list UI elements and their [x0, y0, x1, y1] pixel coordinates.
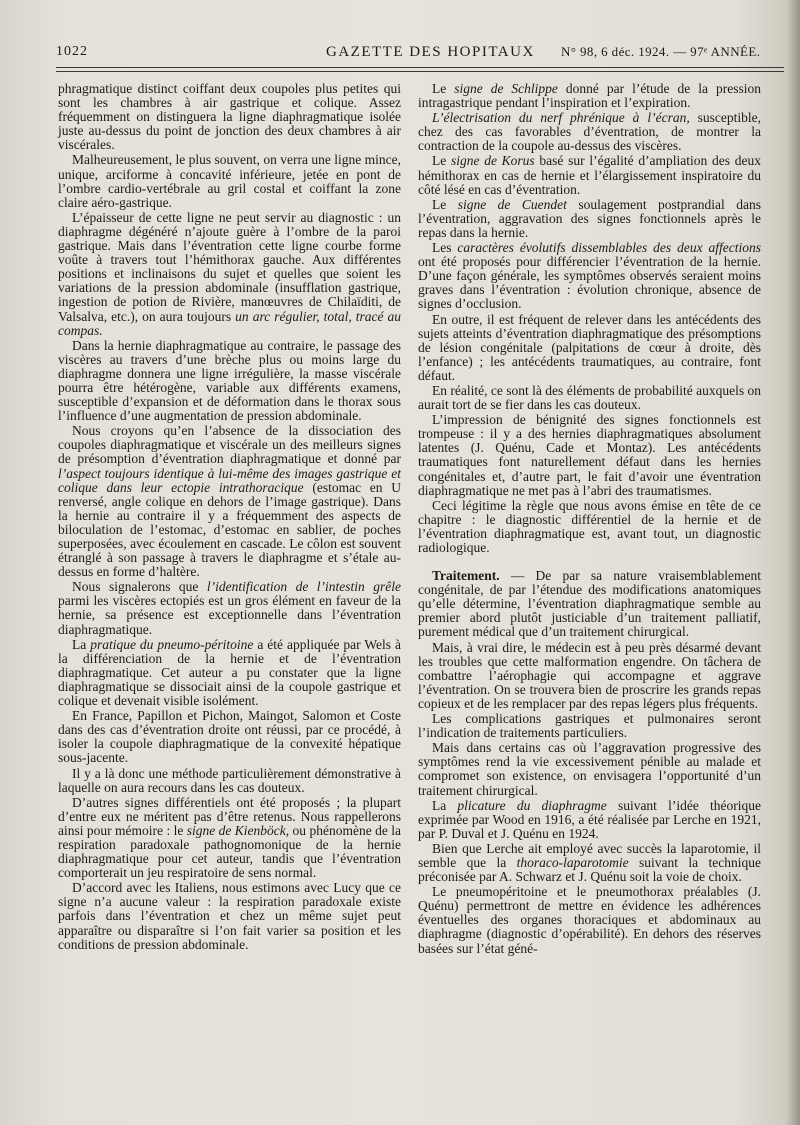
- paragraph: [418, 569, 761, 639]
- paragraph: [418, 499, 761, 555]
- paragraph: [58, 580, 401, 636]
- emphasis-text: plicature du diaphragme: [457, 797, 607, 813]
- body-text: Nous croyons qu’en l’absence de la dissociation des coupoles diaphragmatique et viscérale un des meilleurs signes de présomption d’éventration diaphragmatique et donné par: [58, 423, 401, 467]
- body-text: L’épaisseur de cette ligne ne peut servir au diagnostic : un diaphragme dégénéré n’ajoute guère à l’ombre de la paroi gastrique. Mais dans l’éventration cette ligne courbe forme voûte à travers tout l’hémithorax gauche. Aux différentes positions et inclinaisons du sujet et quelles que soient les variations de la pression abdominale (insufflation gastrique, ingestion de potion de Rivière, manœuvres de Chilaïditi, de Valsalva, etc.), on aura toujours: [58, 209, 401, 324]
- paragraph: [58, 211, 401, 338]
- body-text: D’autres signes différentiels ont été proposés ; la plupart d’entre eux ne méritent pas d’être retenus. Nous rappellerons ainsi pour mémoire : le: [58, 794, 401, 838]
- paragraph: [58, 424, 401, 579]
- body-text: ont été proposés pour différencier l’éventration de la hernie. D’une façon générale, les symptômes observés seraient moins graves dans l’éventration : évolution chronique, absence de signes d’occlusion.: [418, 254, 761, 312]
- emphasis-text: caractères évolutifs dissemblables des deux affections: [457, 240, 761, 256]
- body-text: donné par l’étude de la pression intragastrique pendant l’inspiration et l’expiration.: [418, 81, 761, 111]
- paragraph: [418, 413, 761, 498]
- section-heading: Traitement.: [432, 568, 500, 584]
- body-text: En réalité, ce sont là des éléments de probabilité auxquels on aurait tort de se fier dans les cas douteux.: [418, 382, 761, 413]
- body-text: suivant la technique préconisée par A. Schwarz et J. Quénu soit la voie de choix.: [418, 854, 761, 885]
- body-text: En France, Papillon et Pichon, Maingot, Salomon et Coste dans des cas d’éventration droite ont réussi, par ce procédé, à isoler la coupole diaphragmatique de la convexité hépatique sous-jacente.: [58, 708, 401, 766]
- emphasis-text: L’électrisation du nerf phrénique à l’écran,: [432, 110, 690, 126]
- body-text: Le: [432, 81, 455, 96]
- body-text: ou phénomène de la respiration paradoxale pathognomonique de la hernie diaphragmatique pour cet auteur, tandis que l’éventration comporterait un jeu respiratoire de sens normal.: [58, 822, 401, 881]
- paragraph: [58, 153, 401, 209]
- page-edge-shadow: [786, 0, 800, 1125]
- paragraph: [58, 82, 401, 152]
- emphasis-text: signe de Cuendet: [457, 196, 567, 212]
- paragraph: [418, 154, 761, 196]
- paragraph: [58, 881, 401, 951]
- emphasis-text: signe de Korus: [450, 153, 535, 169]
- left-column: [58, 82, 401, 953]
- paragraph: [418, 712, 761, 740]
- body-text: suivant l’idée théorique exprimée par Wood en 1916, a été réalisée par Lerche en 1921, par P. Duval et J. Quénu en 1924.: [418, 797, 761, 841]
- body-text: La: [432, 797, 458, 813]
- paragraph: [58, 767, 401, 795]
- paragraph: [418, 198, 761, 240]
- emphasis-text: pratique du pneumo-péritoine: [90, 636, 254, 652]
- body-text: a été appliquée par Wels à la différenciation de la hernie et de l’éventration diaphragmatique. Cet auteur a pu constater que la ligne diaphragmatique se dissociait ainsi de la coupole gastrique et colique et devenait visible isolément.: [58, 636, 401, 709]
- emphasis-text: signe de Schlippe: [454, 81, 558, 96]
- body-text: basé sur l’égalité d’ampliation des deux hémithorax en cas de hernie et l’élargissement inspiratoire du côté lésé en cas d’éventration.: [418, 153, 761, 197]
- body-text: Nous signalerons que: [72, 579, 207, 595]
- paragraph: [58, 709, 401, 765]
- body-text: Mais, à vrai dire, le médecin est à peu près désarmé devant les troubles que cette malformation engendre. On tâchera de combattre l’aérophagie qui accompagne et aggrave l’éventration. On se trouvera bien de proscrire les grands repas copieux et de les remplacer par des repas légers plus fréquents.: [418, 639, 761, 711]
- body-text: La: [72, 636, 91, 652]
- body-text: Le: [432, 196, 458, 212]
- page-number: 1022: [56, 44, 88, 59]
- running-header: [56, 40, 786, 64]
- body-text: parmi les viscères ectopiés est un gros élément en faveur de la hernie, sa présence est exceptionnelle dans l’éventration diaphragmatique.: [58, 593, 401, 637]
- paragraph: [418, 641, 761, 711]
- paragraph: [58, 638, 401, 708]
- body-text: Il y a là donc une méthode particulièrement démonstrative à laquelle on aura recours dans les cas douteux.: [58, 765, 401, 795]
- paragraph: [418, 799, 761, 841]
- paragraph: [418, 384, 761, 412]
- body-text: En outre, il est fréquent de relever dans les antécédents des sujets atteints d’éventration diaphragmatique des présomptions de lésion congénitale (palpitations de cœur à droite, dès l’enfance) ; les antécédents traumatiques, au contraire, font défaut.: [418, 311, 761, 383]
- body-text: L’impression de bénignité des signes fonctionnels est trompeuse : il y a des hernies diaphragmatiques absolument latentes (J. Quénu, Cade et Montaz). Les antécédents traumatiques font naturellement défaut dans les hernies congénitales et, d’autre part, le fait d’avoir une éventration diaphragmatique ne met pas à l’abri des traumatismes.: [418, 412, 761, 498]
- paragraph: [418, 313, 761, 383]
- body-text: Les complications gastriques et pulmonaires seront l’indication de traitements particuliers.: [418, 711, 761, 741]
- paragraph: [58, 339, 401, 424]
- header-rule-bottom: [56, 71, 784, 72]
- body-text: — De par sa nature vraisemblablement congénitale, de par l’étendue des modifications anatomiques qu’elle détermine, l’éventration diaphragmatique semble au premier abord plutôt justiciable d’un traitement palliatif, purement médical que d’un traitement chirurgical.: [418, 568, 761, 640]
- emphasis-text: l’identification de l’intestin grêle: [206, 579, 401, 595]
- paragraph: [58, 796, 401, 881]
- paragraph: [418, 842, 761, 884]
- body-text: (estomac en U renversé, angle colique en dehors de l’image gastrique). Dans la hernie au contraire il y a fréquemment des aspects de biloculation de l’estomac, d’estomac en sablier, de poches superposées, avec écoulement en cascade. Le côlon est souvent étranglé à son passage à travers le diaphragme et s’étale au-dessus en forme d’haltère.: [58, 479, 401, 580]
- emphasis-text: signe de Kienböck,: [186, 822, 290, 838]
- body-text: phragmatique distinct coiffant deux coupoles plus petites qui sont les chambres à air gastrique et colique. Assez fréquemment on distinguera la ligne diaphragmatique isolée juste au-dessus du point de jonction des deux chambres à air viscérales.: [58, 81, 401, 153]
- issue-info: N° 98, 6 déc. 1924. — 97ᵉ ANNÉE.: [561, 44, 761, 59]
- body-text: Mais dans certains cas où l’aggravation progressive des symptômes rend la vie excessivement pénible au malade et compromet son existence, on envisagera l’opportunité d’un traitement chirurgical.: [418, 740, 761, 798]
- body-text: Le pneumopéritoine et le pneumothorax préalables (J. Quénu) permettront de mettre en évidence les adhérences éventuelles des organes thoraciques et abdominaux au diaphragme (diagnostic d’opérabilité). En dehors des réserves basées sur l’état géné-: [418, 884, 761, 956]
- right-column: [418, 82, 761, 957]
- body-text: Ceci légitime la règle que nous avons émise en tête de ce chapitre : le diagnostic différentiel de la hernie et de l’éventration diaphragmatique est, avant tout, un diagnostic radiologique.: [418, 497, 761, 555]
- paragraph: [418, 241, 761, 311]
- paragraph: [418, 111, 761, 153]
- header-rule-top: [56, 67, 784, 68]
- emphasis-text: l’aspect toujours identique à lui-même des images gastrique et colique dans leur ectopie intrathoracique: [58, 465, 401, 495]
- body-text: susceptible, chez des cas favorables d’éventration, de montrer la contraction de la coupole au-dessus des viscères.: [418, 110, 761, 154]
- journal-title: GAZETTE DES HOPITAUX: [326, 44, 535, 60]
- emphasis-text: un arc régulier, total, tracé au compas.: [58, 308, 401, 338]
- body-text: Le: [432, 153, 451, 169]
- body-text: Les: [432, 240, 458, 256]
- paragraph: [418, 885, 761, 955]
- emphasis-text: thoraco-laparotomie: [516, 854, 629, 870]
- body-text: Bien que Lerche ait employé avec succès la laparotomie, il semble que la: [418, 840, 761, 870]
- body-text: Dans la hernie diaphragmatique au contraire, le passage des viscères au travers d’une brèche plus ou moins large du diaphragme donnera une ligne irrégulière, la masse viscérale pourra être hétérogène, variable aux différents examens, susceptible d’expansion et de déformation dans le thorax sous l’influence d’une augmentation de pression abdominale.: [58, 337, 401, 424]
- body-text: Malheureusement, le plus souvent, on verra une ligne mince, unique, arciforme à concavité inférieure, jetée en pont de l’ombre cardio-vertébrale au gril costal et coiffant la zone claire aéro-gastrique.: [58, 152, 401, 210]
- paragraph: [418, 741, 761, 797]
- body-text: soulagement postprandial dans l’éventration, aggravation des signes fonctionnels après le repas dans la hernie.: [418, 196, 762, 240]
- body-text: D’accord avec les Italiens, nous estimons avec Lucy que ce signe n’a aucune valeur : la respiration paradoxale existe parfois dans l’éventration et chez un même sujet peut apparaître ou disparaître si l’on fait varier sa position et les conditions de pression abdominale.: [58, 880, 401, 952]
- paragraph: [418, 82, 761, 110]
